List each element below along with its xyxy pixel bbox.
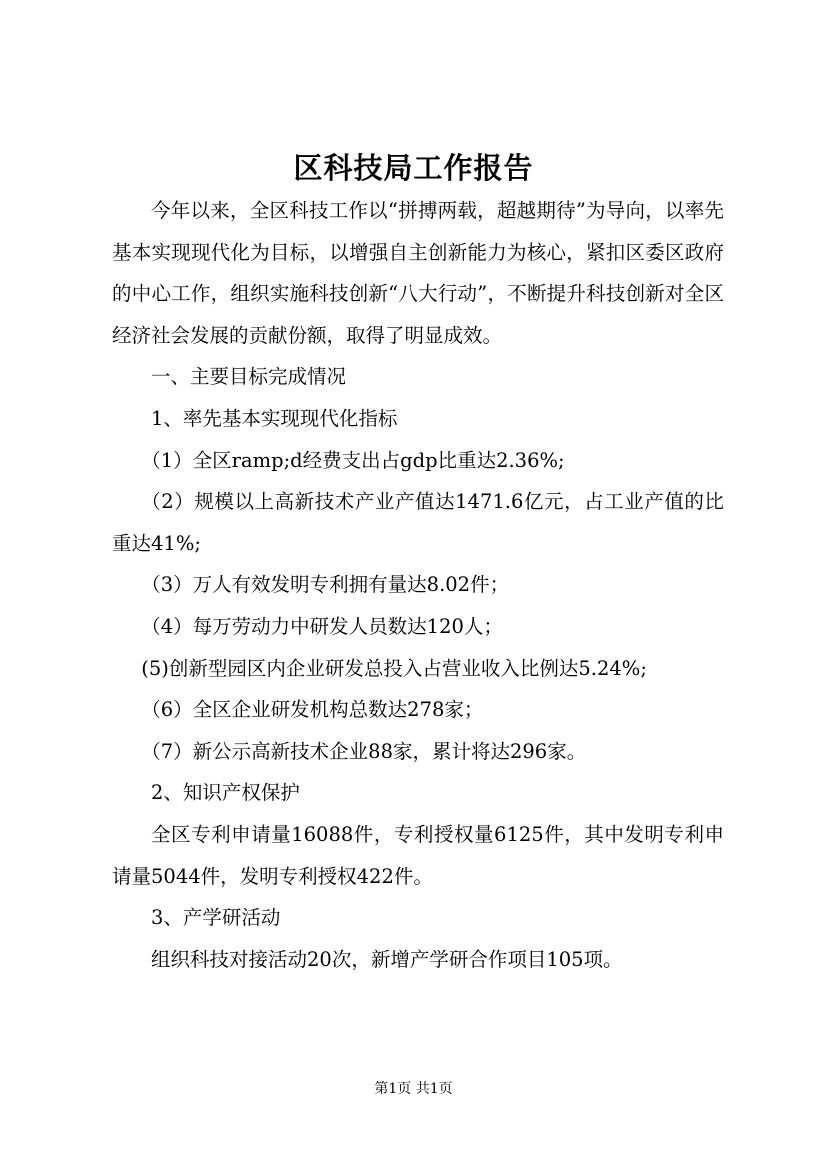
list-item-3: （3）万人有效发明专利拥有量达8.02件； — [141, 573, 510, 597]
document-body — [112, 190, 724, 980]
list-item-6: （6）全区企业研发机构总数达278家； — [141, 698, 484, 722]
list-item-2: （2）规模以上高新技术产业产值达1471.6亿元，占工业产值的比重达41%; — [112, 490, 724, 555]
list-item-7: （7）新公示高新技术企业88家，累计将达296家。 — [141, 739, 587, 763]
list-item-4: （4）每万劳动力中研发人员数达120人； — [141, 614, 503, 638]
ip-paragraph: 全区专利申请量16088件，专利授权量6125件，其中发明专利申请量5044件，发明专利授权422件。 — [112, 822, 724, 888]
subsection-heading-research: 3、产学研活动 — [151, 906, 281, 930]
research-paragraph: 组织科技对接活动20次，新增产学研合作项目105项。 — [151, 947, 623, 971]
list-item-1: （1）全区ramp;d经费支出占gdp比重达2.36%; — [141, 448, 565, 472]
page-footer: 第1页 共1页 — [374, 1081, 453, 1097]
list-item-5: (5)创新型园区内企业研发总投入占营业收入比例达5.24%; — [141, 656, 647, 680]
subsection-heading-ip: 2、知识产权保护 — [151, 781, 300, 805]
intro-paragraph: 今年以来，全区科技工作以“拼搏两载，超越期待”为导向，以率先基本实现现代化为目标，以增强自主创新能力为核心，紧扣区委区政府的中心工作，组织实施科技创新“八大行动”，不断提升科技创新对全区经济社会发展的贡献份额，取得了明显成效。 — [112, 199, 724, 347]
subsection-heading-modernization: 1、率先基本实现现代化指标 — [151, 406, 398, 430]
section-heading-main-goals: 一、主要目标完成情况 — [151, 365, 347, 389]
document-title: 区科技局工作报告 — [293, 151, 534, 185]
